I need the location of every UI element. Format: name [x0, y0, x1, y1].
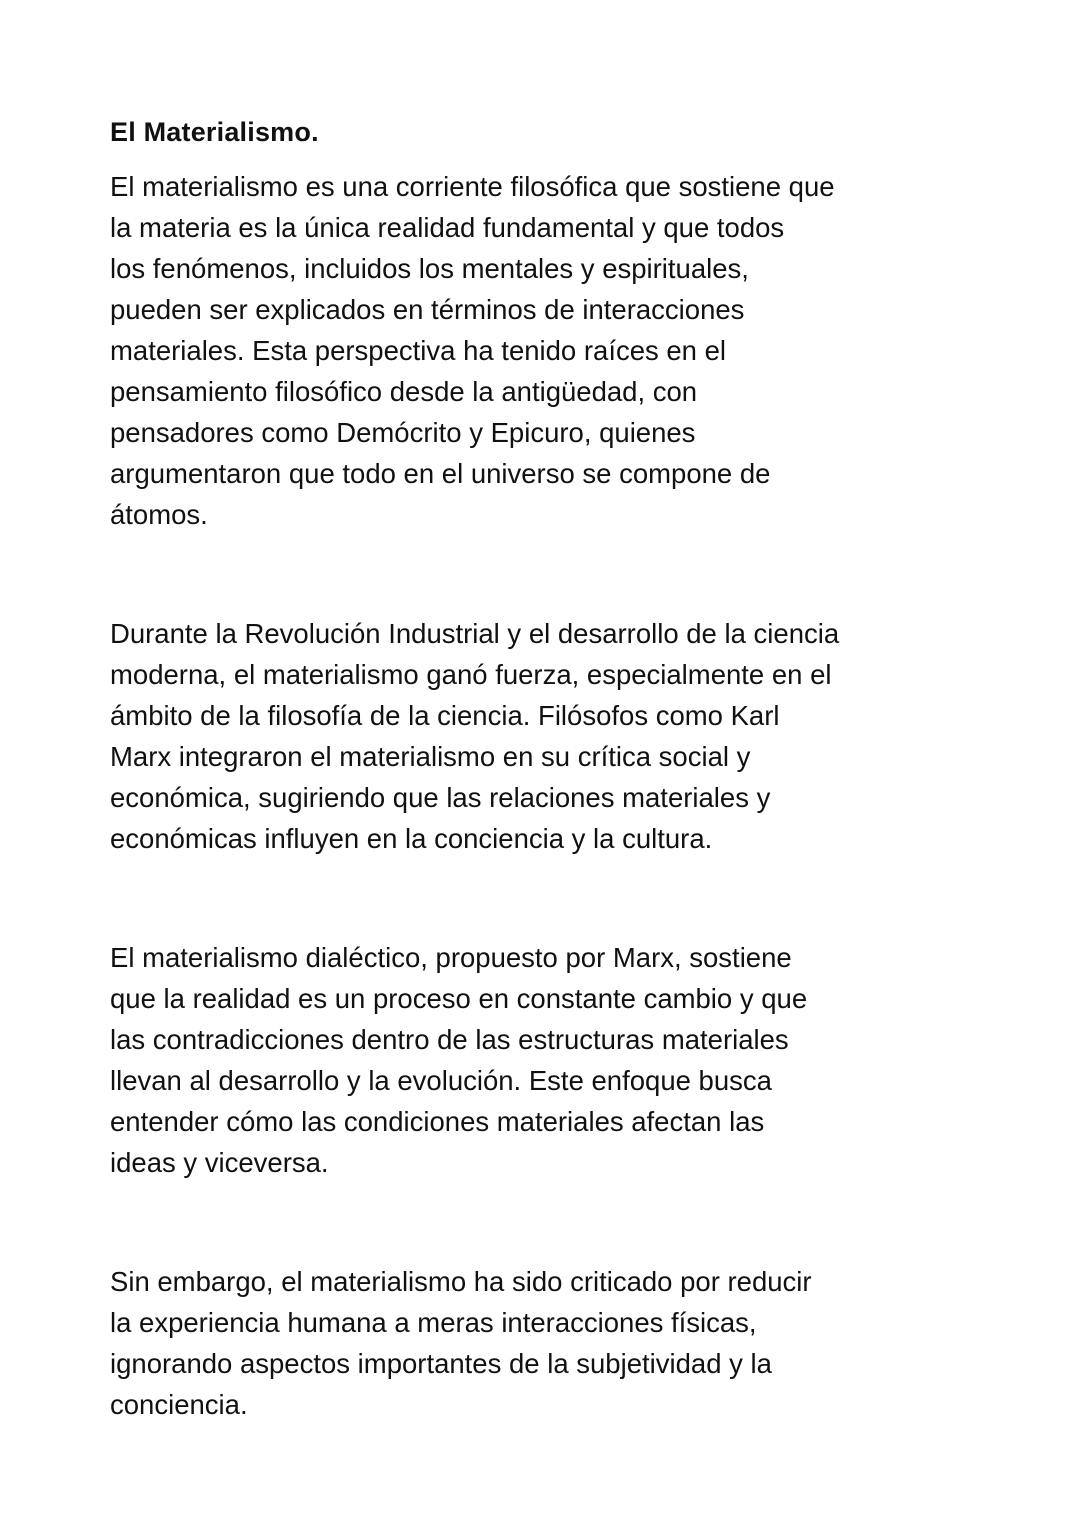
text-line: económicas influyen en la conciencia y la cultura. [110, 823, 713, 854]
text-line: ámbito de la filosofía de la ciencia. Filósofos como Karl [110, 700, 780, 731]
text-line: llevan al desarrollo y la evolución. Este enfoque busca [110, 1065, 772, 1096]
text-line: que la realidad es un proceso en constante cambio y que [110, 983, 808, 1014]
text-line: El materialismo es una corriente filosófica que sostiene que [110, 171, 835, 202]
paragraph-industrial-revolution [110, 613, 960, 859]
paragraph-criticism [110, 1261, 960, 1425]
text-line: las contradicciones dentro de las estructuras materiales [110, 1024, 789, 1055]
text-line: El materialismo dialéctico, propuesto por Marx, sostiene [110, 942, 792, 973]
text-line: pueden ser explicados en términos de interacciones [110, 294, 745, 325]
text-line: Marx integraron el materialismo en su crítica social y [110, 741, 751, 772]
text-line: átomos. [110, 499, 208, 530]
text-line: moderna, el materialismo ganó fuerza, especialmente en el [110, 659, 832, 690]
text-line: Durante la Revolución Industrial y el desarrollo de la ciencia [110, 618, 840, 649]
text-line: entender cómo las condiciones materiales afectan las [110, 1106, 765, 1137]
text-line: materiales. Esta perspectiva ha tenido raíces en el [110, 335, 727, 366]
document-page [110, 112, 960, 1425]
text-line: pensadores como Demócrito y Epicuro, quienes [110, 417, 696, 448]
text-line: la materia es la única realidad fundamental y que todos [110, 212, 785, 243]
text-line: económica, sugiriendo que las relaciones materiales y [110, 782, 771, 813]
text-line: los fenómenos, incluidos los mentales y espirituales, [110, 253, 749, 284]
text-line: ignorando aspectos importantes de la subjetividad y la [110, 1348, 772, 1379]
text-line: argumentaron que todo en el universo se compone de [110, 458, 771, 489]
document-title: El Materialismo. [110, 117, 319, 147]
text-line: conciencia. [110, 1389, 248, 1420]
text-line: la experiencia humana a meras interacciones físicas, [110, 1307, 757, 1338]
paragraph-origins [110, 166, 960, 535]
paragraph-dialectical-materialism [110, 937, 960, 1183]
text-line: ideas y viceversa. [110, 1147, 329, 1178]
text-line: pensamiento filosófico desde la antigüedad, con [110, 376, 698, 407]
text-line: Sin embargo, el materialismo ha sido criticado por reducir [110, 1266, 812, 1297]
